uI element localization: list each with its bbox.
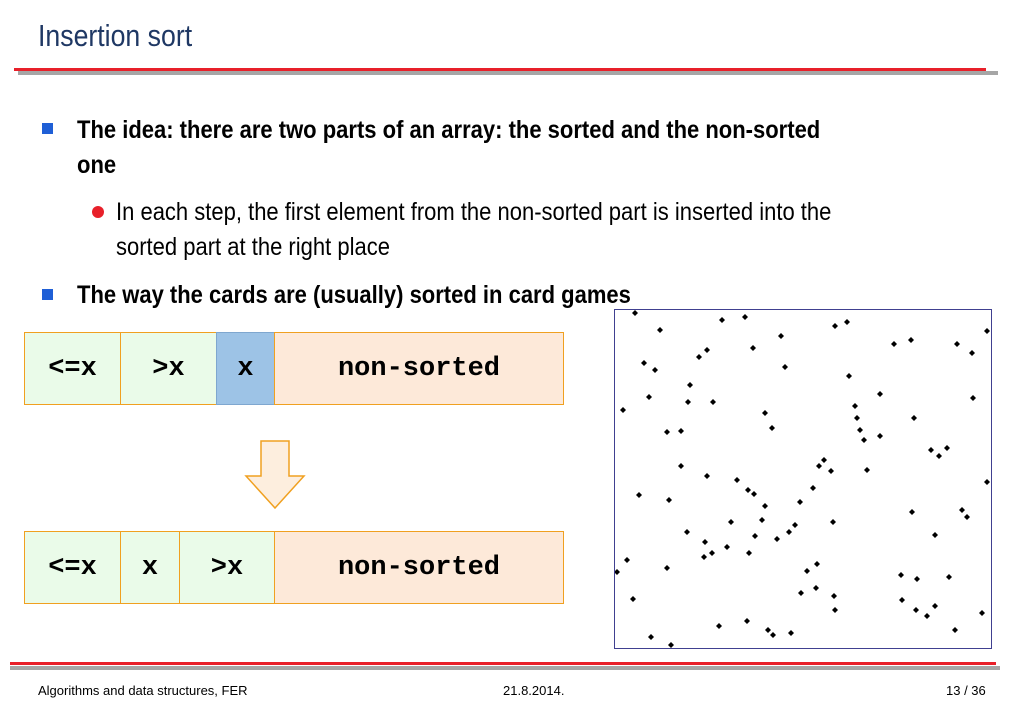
scatter-point xyxy=(932,532,938,538)
sort-animation-panel xyxy=(614,309,992,649)
bullet-1-line-1: The idea: there are two parts of an array: the sorted and the non-sorted xyxy=(77,116,821,144)
scatter-point xyxy=(854,415,860,421)
footer-rule-red xyxy=(10,662,996,665)
scatter-point xyxy=(864,467,870,473)
scatter-point xyxy=(778,333,784,339)
scatter-point xyxy=(782,364,788,370)
scatter-point xyxy=(891,341,897,347)
scatter-point xyxy=(734,477,740,483)
cell-current-x: x xyxy=(216,332,275,405)
scatter-point xyxy=(877,391,883,397)
scatter-point xyxy=(924,613,930,619)
scatter-point xyxy=(970,395,976,401)
scatter-point xyxy=(828,468,834,474)
bullet-square-icon xyxy=(42,289,53,300)
scatter-point xyxy=(762,410,768,416)
scatter-point xyxy=(678,463,684,469)
scatter-point xyxy=(877,433,883,439)
scatter-point xyxy=(704,347,710,353)
scatter-point xyxy=(914,576,920,582)
scatter-point xyxy=(632,310,638,316)
scatter-point xyxy=(769,425,775,431)
scatter-point xyxy=(641,360,647,366)
scatter-point xyxy=(984,328,990,334)
scatter-point xyxy=(786,529,792,535)
scatter-point xyxy=(832,607,838,613)
scatter-point xyxy=(624,557,630,563)
scatter-point xyxy=(984,479,990,485)
scatter-point xyxy=(657,327,663,333)
scatter-point xyxy=(751,491,757,497)
scatter-point xyxy=(832,323,838,329)
scatter-point xyxy=(797,499,803,505)
bullet-1-line-2: one xyxy=(77,151,117,179)
scatter-point xyxy=(687,382,693,388)
scatter-point xyxy=(913,607,919,613)
scatter-point xyxy=(770,632,776,638)
scatter-point xyxy=(646,394,652,400)
scatter-point xyxy=(709,550,715,556)
scatter-point xyxy=(745,487,751,493)
scatter-point xyxy=(744,618,750,624)
scatter-point xyxy=(969,350,975,356)
scatter-point xyxy=(696,354,702,360)
cell-inserted-x: x xyxy=(120,531,180,604)
cell-non-sorted: non-sorted xyxy=(274,531,564,604)
scatter-point xyxy=(813,585,819,591)
bullet-2-line-1: In each step, the first element from the non-sorted part is inserted into the xyxy=(116,198,832,226)
scatter-point xyxy=(630,596,636,602)
scatter-point xyxy=(932,603,938,609)
cell-sorted-le-x: <=x xyxy=(24,332,121,405)
scatter-point xyxy=(620,407,626,413)
scatter-point xyxy=(979,610,985,616)
scatter-point xyxy=(742,314,748,320)
scatter-point xyxy=(615,569,620,575)
scatter-points xyxy=(615,310,992,649)
bullet-square-icon xyxy=(42,123,53,134)
scatter-point xyxy=(762,503,768,509)
scatter-point xyxy=(952,627,958,633)
scatter-point xyxy=(810,485,816,491)
scatter-point xyxy=(710,399,716,405)
slide-title: Insertion sort xyxy=(38,18,193,53)
scatter-point xyxy=(750,345,756,351)
scatter-point xyxy=(846,373,852,379)
scatter-point xyxy=(821,457,827,463)
scatter-point xyxy=(746,550,752,556)
bullet-dot-icon xyxy=(92,206,104,218)
scatter-point xyxy=(685,399,691,405)
scatter-point xyxy=(701,554,707,560)
scatter-point xyxy=(844,319,850,325)
bullet-3-line-1: The way the cards are (usually) sorted in card games xyxy=(77,281,631,309)
scatter-point xyxy=(852,403,858,409)
scatter-point xyxy=(909,509,915,515)
scatter-point xyxy=(814,561,820,567)
scatter-point xyxy=(752,533,758,539)
scatter-point xyxy=(716,623,722,629)
scatter-point xyxy=(804,568,810,574)
title-rule-grey xyxy=(18,71,998,75)
scatter-point xyxy=(728,519,734,525)
down-arrow-icon xyxy=(244,440,306,510)
scatter-point xyxy=(788,630,794,636)
scatter-point xyxy=(964,514,970,520)
scatter-point xyxy=(684,529,690,535)
scatter-point xyxy=(704,473,710,479)
cell-sorted-gt-x: >x xyxy=(179,531,275,604)
scatter-point xyxy=(652,367,658,373)
scatter-point xyxy=(899,597,905,603)
scatter-point xyxy=(798,590,804,596)
scatter-point xyxy=(668,642,674,648)
footer-date: 21.8.2014. xyxy=(503,683,565,698)
scatter-point xyxy=(816,463,822,469)
scatter-point xyxy=(719,317,725,323)
scatter-point xyxy=(830,519,836,525)
cell-non-sorted: non-sorted xyxy=(274,332,564,405)
scatter-point xyxy=(898,572,904,578)
scatter-point xyxy=(759,517,765,523)
footer-page-number: 13 / 36 xyxy=(946,683,986,698)
scatter-point xyxy=(857,427,863,433)
scatter-point xyxy=(792,522,798,528)
scatter-point xyxy=(944,445,950,451)
scatter-point xyxy=(959,507,965,513)
scatter-point xyxy=(928,447,934,453)
scatter-point xyxy=(774,536,780,542)
footer-course: Algorithms and data structures, FER xyxy=(38,683,248,698)
scatter-point xyxy=(954,341,960,347)
scatter-point xyxy=(724,544,730,550)
scatter-point xyxy=(861,437,867,443)
scatter-point xyxy=(664,565,670,571)
scatter-point xyxy=(831,593,837,599)
scatter-point xyxy=(666,497,672,503)
scatter-point xyxy=(908,337,914,343)
scatter-point xyxy=(648,634,654,640)
scatter-point xyxy=(664,429,670,435)
scatter-point xyxy=(636,492,642,498)
footer-rule-grey xyxy=(10,666,1000,670)
cell-sorted-le-x: <=x xyxy=(24,531,121,604)
bullet-2-line-2: sorted part at the right place xyxy=(116,233,390,261)
scatter-point xyxy=(936,453,942,459)
cell-sorted-gt-x: >x xyxy=(120,332,217,405)
scatter-point xyxy=(678,428,684,434)
scatter-point xyxy=(911,415,917,421)
scatter-point xyxy=(702,539,708,545)
scatter-point xyxy=(765,627,771,633)
scatter-point xyxy=(946,574,952,580)
